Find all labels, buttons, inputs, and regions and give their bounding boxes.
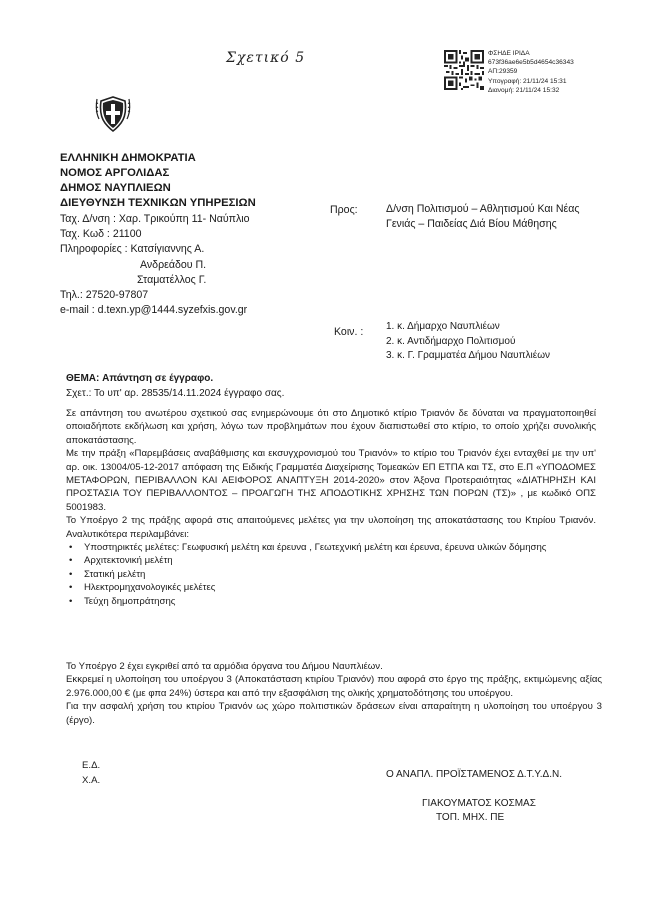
header-line: ΝΟΜΟΣ ΑΡΓΟΛΙΔΑΣ <box>60 167 170 179</box>
issuer-header <box>60 151 256 211</box>
signatory-role: Ο ΑΝΑΠΛ. ΠΡΟΪΣΤΑΜΕΝΟΣ Δ.Τ.Υ.Δ.Ν. <box>386 769 562 780</box>
body-paragraph: Με την πράξη «Παρεμβάσεις αναβάθμισης και εκσυγχρονισμού του Τριανόν» το κτίριο του Τριανόν έχει ενταχθεί με την υπ' αρ. οικ. 13004/05-12-2017 απόφαση της Ειδικής Γραμματέα Διαχείρισης Τομεακών ΕΠ ΕΤΠΑ και ΤΣ, στο Ε.Π «ΥΠΟΔΟΜΕΣ ΜΕΤΑΦΟΡΩΝ, ΠΕΡΙΒΑΛΛΟΝ ΚΑΙ ΑΕΙΦΟΡΟΣ ΑΝΑΠΤΥΞΗ 2014-2020» στον Άξονα Προτεραιότητας «ΔΙΑΤΗΡΗΣΗ ΚΑΙ ΠΡΟΣΤΑΣΙΑ ΤΟΥ ΠΕΡΙΒΑΛΛΟΝΤΟΣ – ΠΡΟΑΓΩΓΗ ΤΗΣ ΑΠΟΔΟΤΙΚΗΣ ΧΡΗΣΗΣ ΤΩΝ ΠΟΡΩΝ (ΤΣ)» , με κωδικό ΟΠΣ 5001983. <box>66 448 596 513</box>
body-paragraph: Σε απάντηση του ανωτέρου σχετικού σας ενημερώνουμε ότι στο Δημοτικό κτίριο Τριανόν δε δύναται να πραγματοποιηθεί οποιαδήποτε εκδήλωση και χρήση, λόγω των προβλημάτων που έχουν διαπιστωθεί στο κτίριο, το οποίο χρήζει συνολικής αποκατάστασης. <box>66 408 596 446</box>
info-line: Σταματέλλος Γ. <box>137 273 207 286</box>
info-line: Ανδρεάδου Π. <box>140 258 207 271</box>
studies-list <box>66 541 596 608</box>
email-line: e-mail : d.texn.yp@1444.syzefxis.gov.gr <box>60 304 248 317</box>
recipient-block <box>386 202 626 232</box>
distribution-marks <box>82 758 100 788</box>
recipient-label: Προς: <box>330 204 358 216</box>
recipient-line: Γενιάς – Παιδείας Διά Βίου Μάθησης <box>386 218 557 230</box>
header-line: ΔΙΕΥΘΥΝΣΗ ΤΕΧΝΙΚΩΝ ΥΠΗΡΕΣΙΩΝ <box>60 197 256 209</box>
list-item: • Στατική μελέτη <box>84 568 596 581</box>
greek-coat-of-arms-icon <box>95 93 131 133</box>
signatory-name: ΓΙΑΚΟΥΜΑΤΟΣ ΚΟΣΜΑΣ <box>422 798 536 809</box>
recipient-line: Δ/νση Πολιτισμού – Αθλητισμού Και Νέας <box>386 203 580 215</box>
registry-stamp <box>488 49 574 95</box>
qr-code-icon <box>444 50 484 90</box>
handwritten-note: Σχετικό 5 <box>226 50 306 66</box>
cc-item: 2. κ. Αντιδήμαρχο Πολιτισμού <box>386 335 516 347</box>
stamp-line: 673f36ae6e5b5d4654c36343 <box>488 59 574 67</box>
subject-block <box>66 371 284 401</box>
cc-list <box>386 320 550 364</box>
letter-body <box>66 407 596 608</box>
info-line: Πληροφορίες : Κατσίγιαννης Α. <box>60 243 205 256</box>
cc-item: 3. κ. Γ. Γραμματέα Δήμου Ναυπλιέων <box>386 350 551 362</box>
list-item: • Ηλεκτρομηχανολογικές μελέτες <box>84 581 596 594</box>
body-paragraph: Το Υποέργο 2 της πράξης αφορά στις απαιτούμενες μελέτες για την υλοποίηση της αποκατάστασης του Κτιρίου Τριανόν. Αναλυτικότερα περιλαμβάνει: <box>66 515 596 540</box>
cc-label: Κοιν. : <box>334 326 364 338</box>
signatory-block <box>422 797 536 825</box>
subject-text: Απάντηση σε έγγραφο. <box>102 373 214 384</box>
list-item: • Τεύχη δημοπράτησης <box>84 595 596 608</box>
address-line: Ταχ. Δ/νση : Χαρ. Τρικούπη 11- Ναύπλιο <box>60 213 250 225</box>
signatory-title: ΤΟΠ. ΜΗΧ. ΠΕ <box>436 812 505 823</box>
xa-mark: Χ.Α. <box>82 775 101 786</box>
header-line: ΔΗΜΟΣ ΝΑΥΠΛΙΕΩΝ <box>60 182 171 194</box>
body-paragraph: Το Υποέργο 2 έχει εγκριθεί από τα αρμόδια όργανα του Δήμου Ναυπλιέων. <box>66 661 383 672</box>
header-line: ΕΛΛΗΝΙΚΗ ΔΗΜΟΚΡΑΤΙΑ <box>60 152 196 164</box>
postcode-line: Ταχ. Κωδ : 21100 <box>60 228 142 241</box>
stamp-line: Διανομή: 21/11/24 15:32 <box>488 86 560 94</box>
letter-body-continued <box>66 660 602 727</box>
list-item: • Αρχιτεκτονική μελέτη <box>84 554 596 567</box>
stamp-line: Υπογραφή: 21/11/24 15:31 <box>488 77 567 85</box>
phone-line: Τηλ.: 27520-97807 <box>60 289 149 302</box>
list-item: • Υποστηρικτές μελέτες: Γεωφυσική μελέτη και έρευνα , Γεωτεχνική μελέτη και έρευνα, έρευνα υλικών δόμησης <box>84 541 596 554</box>
body-paragraph: Εκκρεμεί η υλοποίηση του υποέργου 3 (Αποκατάσταση κτιρίου Τριανόν) που αφορά στο έργο της πράξης, εκτιμώμενης αξίας 2.976.000,00 € (με φπα 24%) ύστερα και από την εξασφάλιση της ολικής χρηματοδότησης του υποέργου. <box>66 674 602 699</box>
stamp-line: ΦΣΗΔΕ ΙΡΙΔΑ <box>488 50 530 57</box>
subject-label: ΘΕΜΑ: <box>66 373 100 384</box>
contact-block <box>60 212 250 318</box>
cc-item: 1. κ. Δήμαρχο Ναυπλιέων <box>386 321 500 332</box>
body-paragraph: Για την ασφαλή χρήση του κτιρίου Τριανόν ως χώρο πολιτιστικών δράσεων είναι απαραίτητη η υλοποίηση του υποέργου 3 (έργο). <box>66 701 602 726</box>
ed-mark: Ε.Δ. <box>82 760 101 771</box>
subject-reference: Σχετ.: Το υπ' αρ. 28535/14.11.2024 έγγραφο σας. <box>66 388 285 399</box>
stamp-line: ΑΠ:29359 <box>488 68 518 76</box>
